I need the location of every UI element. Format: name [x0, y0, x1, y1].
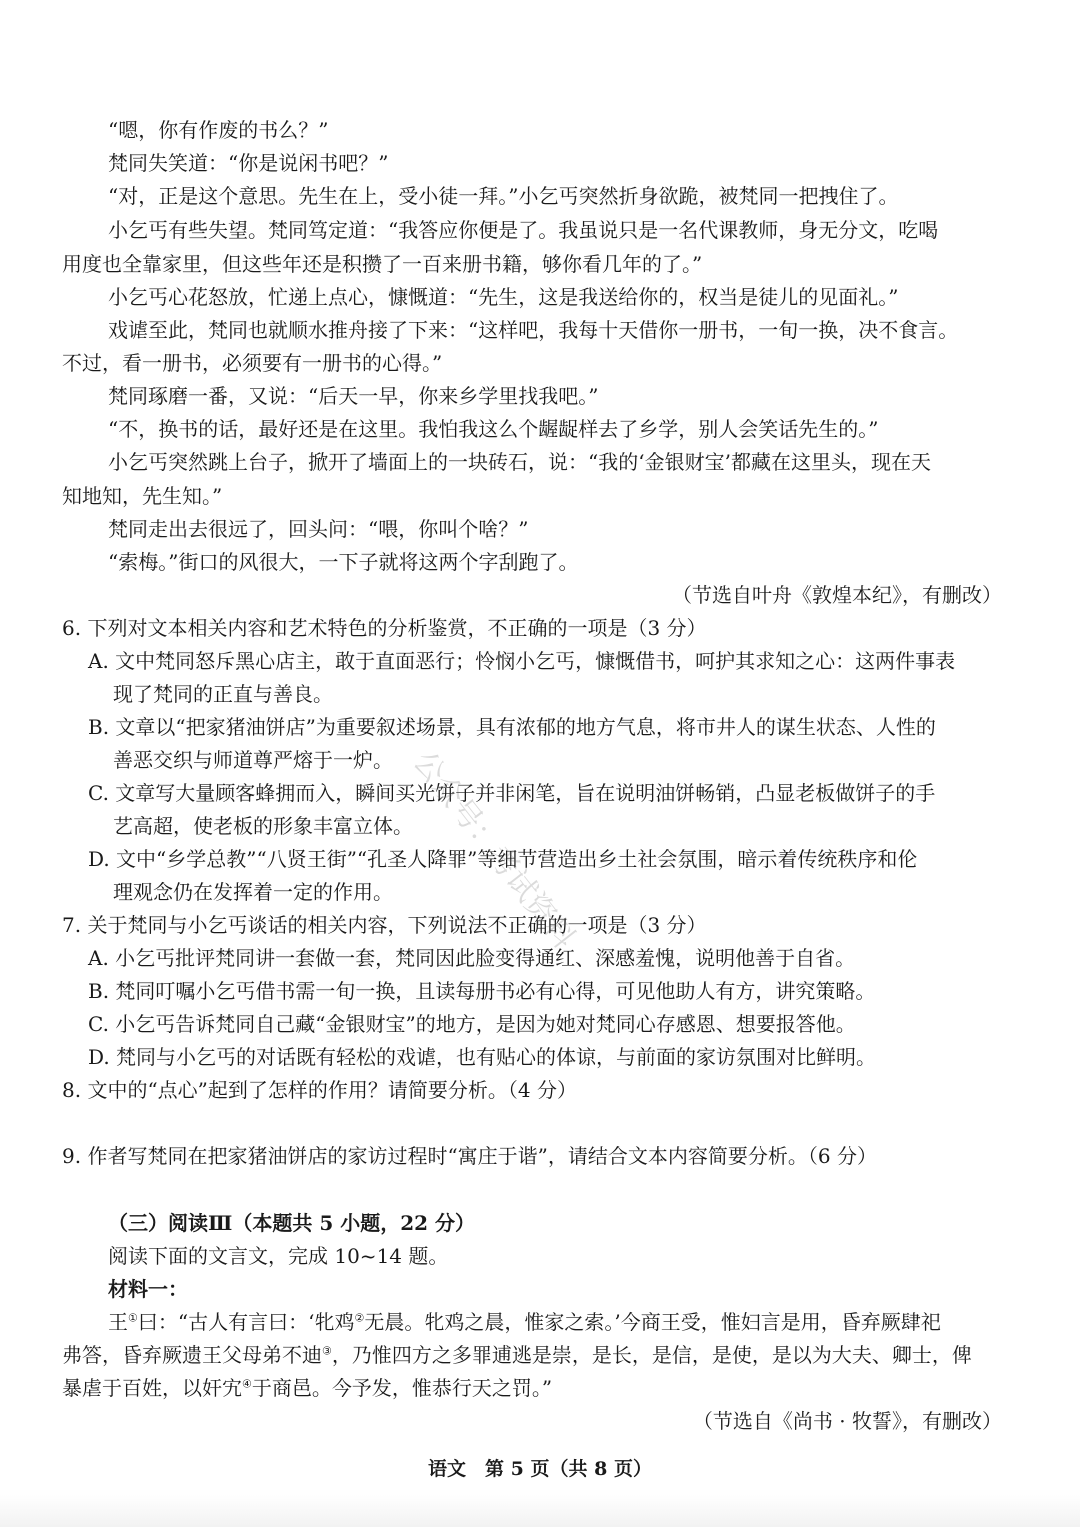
story-paragraph: 用度也全靠家里，但这些年还是积攒了一百来册书籍，够你看几年的了。” [62, 252, 703, 276]
story-paragraph: 梵同走出去很远了，回头问：“喂，你叫个啥？” [108, 517, 529, 541]
question-7-option-b: B. 梵同叮嘱小乞丐借书需一旬一换，且读每册书必有心得，可见他助人有方，讲究策略。 [88, 979, 876, 1003]
footnote-marker-4: ④ [242, 1377, 252, 1391]
question-9: 9. 作者写梵同在把家猪油饼店的家访过程时“寓庄于谐”，请结合文本内容简要分析。（6 分） [62, 1144, 877, 1168]
section-3-intro: 阅读下面的文言文，完成 10~14 题。 [108, 1244, 449, 1268]
footnote-marker-1: ① [128, 1311, 138, 1325]
classical-text-line-2: 弗答，昏弃厥遗王父母弟不迪③，乃惟四方之多罪逋逃是崇，是长，是信，是使，是以为大夫、卿士，俾 [62, 1343, 972, 1367]
story-paragraph: 小乞丐有些失望。梵同笃定道：“我答应你便是了。我虽说只是一名代课教师，身无分文，吃喝 [108, 218, 939, 242]
story-paragraph: “不，换书的话，最好还是在这里。我怕我这么个龌龊样去了乡学，别人会笑话先生的。” [108, 417, 879, 441]
story-paragraph: 不过，看一册书，必须要有一册书的心得。” [62, 351, 443, 375]
page-bottom-shadow [0, 1495, 1080, 1527]
story-paragraph: 梵同失笑道：“你是说闲书吧？” [108, 151, 389, 175]
classical-text-line-3: 暴虐于百姓，以奸宄④于商邑。今予发，惟恭行天之罚。” [62, 1376, 553, 1400]
question-8: 8. 文中的“点心”起到了怎样的作用？请简要分析。（4 分） [62, 1078, 577, 1102]
question-6-option-c-cont: 艺高超，使老板的形象丰富立体。 [113, 814, 413, 838]
material-1-source: （节选自《尚书 · 牧誓》，有删改） [692, 1409, 1002, 1433]
question-7-option-d: D. 梵同与小乞丐的对话既有轻松的戏谑，也有贴心的体谅，与前面的家访氛围对比鲜明。 [88, 1045, 877, 1069]
question-6-option-d: D. 文中“乡学总教”“八贤王街”“孔圣人降罪”等细节营造出乡土社会氛围，暗示着传统秩序和伦 [88, 847, 918, 871]
question-7-stem: 7. 关于梵同与小乞丐谈话的相关内容，下列说法不正确的一项是（3 分） [62, 913, 707, 937]
question-6-option-a: A. 文中梵同怒斥黑心店主，敢于直面恶行；怜悯小乞丐，慷慨借书，呵护其求知之心：这两件事表 [88, 649, 956, 673]
story-paragraph: 小乞丐心花怒放，忙递上点心，慷慨道：“先生，这是我送给你的，权当是徒儿的见面礼。” [108, 285, 899, 309]
question-6-option-c: C. 文章写大量顾客蜂拥而入，瞬间买光饼子并非闲笔，旨在说明油饼畅销，凸显老板做饼子的手 [88, 781, 936, 805]
story-paragraph: 小乞丐突然跳上台子，掀开了墙面上的一块砖石，说：“我的‘金银财宝’都藏在这里头，现在天 [108, 450, 931, 474]
story-paragraph: 梵同琢磨一番，又说：“后天一早，你来乡学里找我吧。” [108, 384, 599, 408]
story-paragraph: “索梅。”街口的风很大，一下子就将这两个字刮跑了。 [108, 550, 579, 574]
question-6-option-b: B. 文章以“把家猪油饼店”为重要叙述场景，具有浓郁的地方气息，将市井人的谋生状态、人性的 [88, 715, 936, 739]
material-1-label: 材料一： [108, 1277, 188, 1301]
classical-text-line-1: 王①曰：“古人有言曰：‘牝鸡②无晨。牝鸡之晨，惟家之索。’今商王受，惟妇言是用，昏弃厥肆祀 [108, 1310, 941, 1334]
footnote-marker-2: ② [354, 1311, 365, 1325]
section-3-title: （三）阅读Ⅲ（本题共 5 小题，22 分） [108, 1211, 475, 1235]
story-paragraph: 戏谑至此，梵同也就顺水推舟接了下来：“这样吧，我每十天借你一册书，一旬一换，决不食言。 [108, 318, 959, 342]
question-7-option-a: A. 小乞丐批评梵同讲一套做一套，梵同因此脸变得通红、深感羞愧，说明他善于自省。 [88, 946, 856, 970]
footnote-marker-3: ③ [322, 1344, 332, 1358]
watermark: 公众号：考试资料 [406, 744, 582, 956]
question-6-option-a-cont: 现了梵同的正直与善良。 [113, 682, 333, 706]
story-paragraph: “对，正是这个意思。先生在上，受小徒一拜。”小乞丐突然折身欲跪，被梵同一把拽住了。 [108, 184, 899, 208]
question-6-option-d-cont: 理观念仍在发挥着一定的作用。 [113, 880, 393, 904]
story-paragraph: 知地知，先生知。” [62, 484, 223, 508]
question-6-option-b-cont: 善恶交织与师道尊严熔于一炉。 [113, 748, 393, 772]
page-footer: 语文 第 5 页（共 8 页） [428, 1458, 652, 1480]
question-6-stem: 6. 下列对文本相关内容和艺术特色的分析鉴赏，不正确的一项是（3 分） [62, 616, 707, 640]
question-7-option-c: C. 小乞丐告诉梵同自己藏“金银财宝”的地方，是因为她对梵同心存感恩、想要报答他。 [88, 1012, 856, 1036]
story-paragraph: “嗯，你有作废的书么？” [108, 118, 329, 142]
story-source: （节选自叶舟《敦煌本纪》，有删改） [672, 583, 1002, 607]
